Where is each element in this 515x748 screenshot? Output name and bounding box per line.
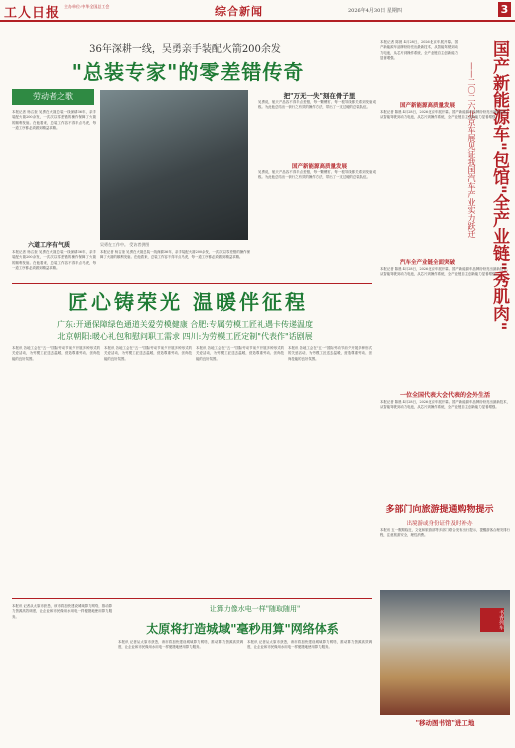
top-story-kicker: 36年深耕一线，吴勇亲手装配火箭200余发 xyxy=(89,44,281,55)
feature-body-col3: 本报讯 各地工会在"五一"国际劳动节前夕开展多种形式的关爱活动，为劳模工匠送去温暖，营造尊重劳动、崇尚技能的良好氛围。 xyxy=(196,346,284,361)
mid-story-headline: 把"万无一失"刻在骨子里 xyxy=(283,92,356,100)
feature-body-col1: 本报讯 各地工会在"五一"国际劳动节前夕开展多种形式的关爱活动，为劳模工匠送去温暖，营造尊重劳动、崇尚技能的良好氛围。 xyxy=(12,346,100,361)
bottom-story-kicker: 让算力像水电一样"随取随用" xyxy=(209,605,301,613)
masthead xyxy=(0,0,515,22)
right-bottom-headline: 多部门向旅游提通购物提示 xyxy=(385,505,494,515)
right-banner-heading2: 汽车全产业链全面突破 xyxy=(399,260,455,266)
right-banner-body2: 本报记者 陈晨 4月28日，2026北京车展开幕。国产新能源车品牌纷纷亮出最新技术，从智能驾驶到动力电池，从芯片到操作系统，全产业链自主创新能力显著增强。 xyxy=(380,110,510,120)
feature-body-col2: 本报讯 各地工会在"五一"国际劳动节前夕开展多种形式的关爱活动，为劳模工匠送去温暖，营造尊重劳动、崇尚技能的良好氛围。 xyxy=(104,346,192,361)
feature-body-col4: 本报讯 各地工会在"五一"国际劳动节前夕开展多种形式的关爱活动，为劳模工匠送去温暖，营造尊重劳动、崇尚技能的良好氛围。 xyxy=(288,346,372,361)
divider-rule xyxy=(12,283,372,284)
section-title: 综合新闻 xyxy=(215,5,263,18)
mid-story-body1: 吴勇说，航天产品容不得半点差错，每一颗螺钉、每一根导线都关系到发射成败。为此他总结出一套行之有效的操作方法，带出了一支过硬的总装队伍。 xyxy=(258,100,376,110)
bottom-story-body-col2: 本报讯 记者从太原市获悉，该市将加快建设城域算力网络，推动算力资源高效调度，让企业和市民像用水用电一样便捷地使用算力服务。 xyxy=(118,640,243,650)
divider-rule xyxy=(12,598,372,599)
feature-subtitle-2: 北京朝阳:暖心礼包和慰问职工需求 四川:为劳模工匠定制"代表作"话剧展 xyxy=(57,332,313,341)
photo-tag: 书香列车 xyxy=(480,608,504,632)
feature-subtitle-1: 广东:开通保障绿色通道关爱劳模健康 合肥:专属劳模工匠礼遇卡传递温度 xyxy=(57,320,313,329)
issue-date: 2026年4月30日 星期四 xyxy=(348,8,402,14)
right-bottom-subtitle: 出境游或身份证件及时补办 xyxy=(406,521,473,527)
page-number: 3 xyxy=(498,2,511,17)
right-banner-heading1: 国产新能源高质量发展 xyxy=(399,103,455,109)
top-story-subhead: 六道工序有气质 xyxy=(28,242,71,249)
newspaper-logo: 工人日报 xyxy=(4,6,61,21)
mid-story-body2: 吴勇说，航天产品容不得半点差错，每一颗螺钉、每一根导线都关系到发射成败。为此他总结出一套行之有效的操作方法，带出了一支过硬的总装队伍。 xyxy=(258,170,376,180)
right-banner-body3: 本报记者 陈晨 4月28日，2026北京车展开幕。国产新能源车品牌纷纷亮出最新技术，从智能驾驶到动力电池，从芯片到操作系统，全产业链自主创新能力显著增强。 xyxy=(380,267,510,277)
column-tag: 劳动者之歌 xyxy=(12,89,94,105)
right-banner-body1: 本报记者 陈晨 4月28日，2026北京车展开幕。国产新能源车品牌纷纷亮出最新技术，从智能驾驶到动力电池，从芯片到操作系统，全产业链自主创新能力显著增强。 xyxy=(380,40,458,61)
photo2-caption: "移动图书馆"进工地 xyxy=(415,719,475,727)
bottom-story-headline: 太原将打造城域"毫秒用算"网络体系 xyxy=(146,622,339,636)
photo-caption: 吴勇在工作中。 受访者供图 xyxy=(100,242,150,247)
top-story-body-col2: 本报记者 杨召奎 吴勇在火箭总装一线深耕36年，亲手装配火箭200余发，一次次以零差错的操作保障了火箭的顺利发射。在他看来，总装工作容不得半点马虎，每一道工序都必须做到精益求精。 xyxy=(12,250,96,271)
publisher-line: 主办单位:中华全国总工会 xyxy=(64,4,110,9)
mid-story-subhead: 国产新能源高质量发展 xyxy=(291,164,347,170)
right-banner-title: 国产新能源车"包馆"全产业链"秀肌肉" xyxy=(489,40,509,331)
top-story-body-col3: 本报记者 杨召奎 吴勇在火箭总装一线深耕36年，亲手装配火箭200余发，一次次以零差错的操作保障了火箭的顺利发射。在他看来，总装工作容不得半点马虎，每一道工序都必须做到精益求精。 xyxy=(100,250,250,260)
worker-photo xyxy=(100,90,248,240)
top-story-headline: "总装专家"的零差错传奇 xyxy=(71,60,305,84)
bottom-story-body-col1: 本报讯 记者从太原市获悉，该市将加快建设城域算力网络，推动算力资源高效调度，让企业和市民像用水用电一样便捷地使用算力服务。 xyxy=(12,604,112,619)
right-banner-heading3: 一位全国代表大会代表的会外生活 xyxy=(399,392,490,399)
bottom-story-body-col3: 本报讯 记者从太原市获悉，该市将加快建设城域算力网络，推动算力资源高效调度，让企业和市民像用水用电一样便捷地使用算力服务。 xyxy=(247,640,372,650)
feature-headline: 匠心铸荣光 温暖伴征程 xyxy=(68,290,308,314)
top-story-body-col1: 本报记者 杨召奎 吴勇在火箭总装一线深耕36年，亲手装配火箭200余发，一次次以零差错的操作保障了火箭的顺利发射。在他看来，总装工作容不得半点马虎，每一道工序都必须做到精益求精。 xyxy=(12,110,96,131)
right-banner-subtitle: ——二〇二六北京车展见证我国汽车产业实力跃迁 xyxy=(467,62,476,238)
right-bottom-body: 本报讯 五一假期临近，文化和旅游部等多部门联合发布出行提示，提醒游客合理安排行程，注意旅游安全，理性消费。 xyxy=(380,528,510,538)
right-banner-body4: 本报记者 陈晨 4月28日，2026北京车展开幕。国产新能源车品牌纷纷亮出最新技术，从智能驾驶到动力电池，从芯片到操作系统，全产业链自主创新能力显著增强。 xyxy=(380,400,510,410)
